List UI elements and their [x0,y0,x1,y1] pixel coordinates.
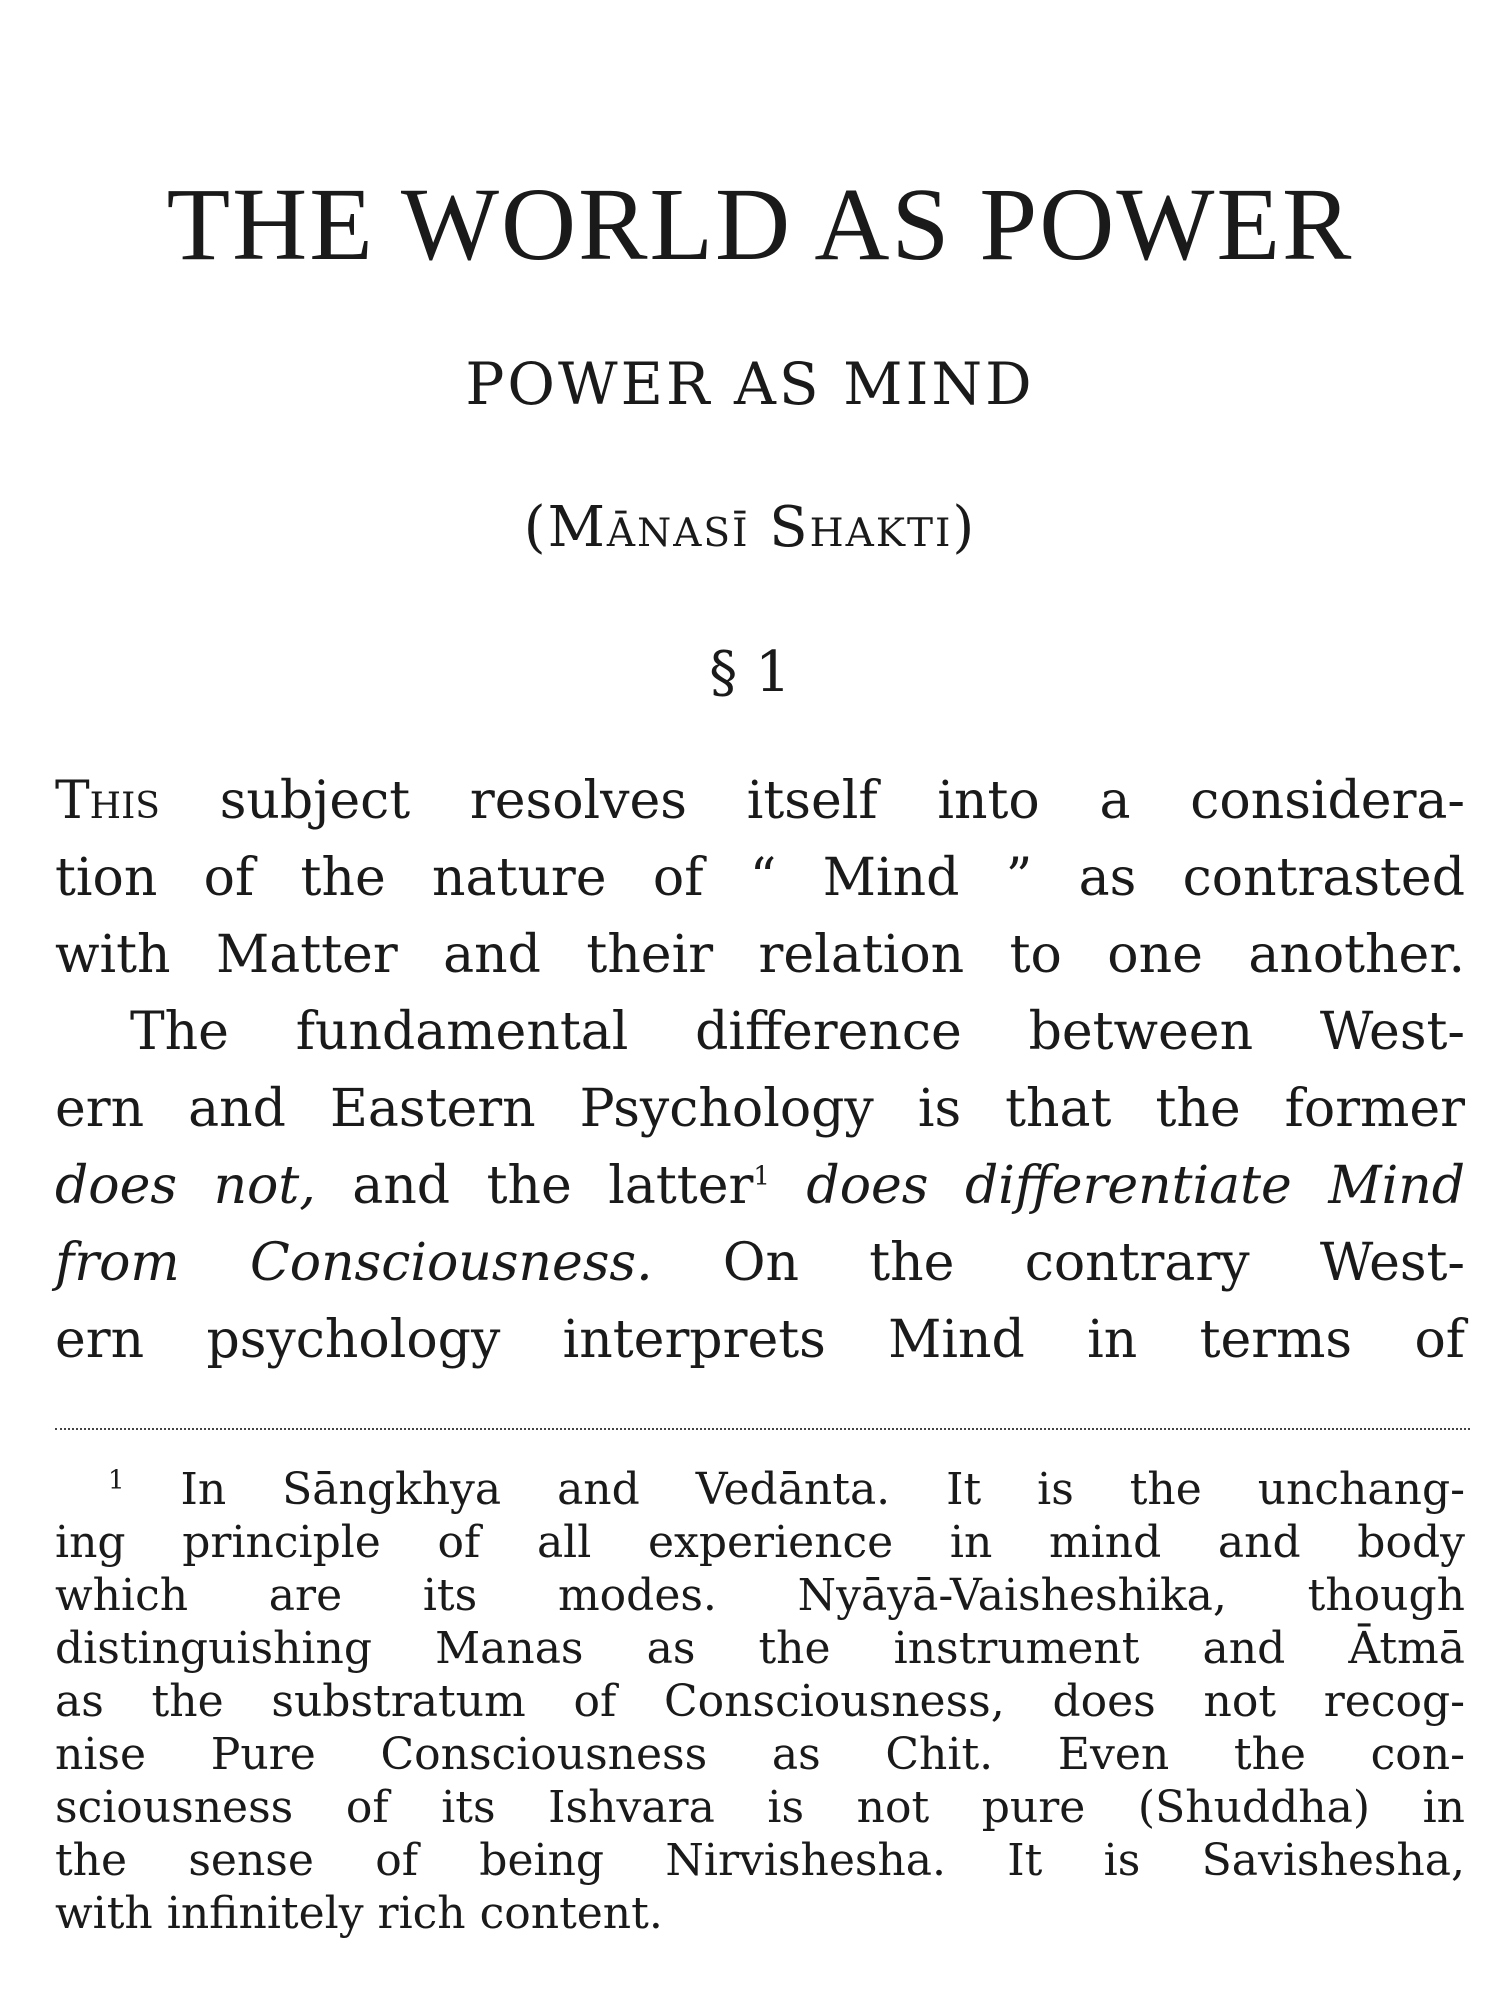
footnote-line-8: the sense of being Nirvishesha. It is Savishesha, [55,1835,1465,1886]
italic-text: does not, [55,1156,316,1216]
body-line-5: ern and Eastern Psychology is that the former [55,1079,1465,1139]
body-text: and the latter [315,1156,754,1216]
footnote-line-4: distinguishing Manas as the instrument and Ātmā [55,1623,1465,1674]
body-line-2: tion of the nature of “ Mind ” as contrasted [55,848,1465,908]
footnote-divider [55,1428,1470,1430]
opening-word: This [55,771,160,831]
footnote-line-9: with infinitely rich content. [55,1888,663,1939]
footnote-line-7: sciousness of its Ishvara is not pure (Shuddha) in [55,1782,1465,1833]
sanskrit-title: (Mānasī Shakti) [523,495,977,560]
footnote-line-2: ing principle of all experience in mind and body [55,1517,1465,1568]
body-line-3: with Matter and their relation to one another. [55,925,1465,985]
italic-text: from Consciousness. [55,1233,653,1293]
page-title: THE WORLD AS POWER [166,167,1354,282]
footnote-marker: 1 [108,1465,125,1496]
section-mark: § 1 [709,640,791,705]
footnote-line-1 [108,1464,1465,1515]
footnote-line-3: which are its modes. Nyāyā-Vaisheshika, though [55,1570,1465,1621]
footnote-line-6: nise Pure Consciousness as Chit. Even the con- [55,1729,1465,1780]
footnote-line-5: as the substratum of Consciousness, does not recog- [55,1676,1465,1727]
italic-text: does differentiate Mind [769,1156,1465,1216]
body-text: On the contrary West- [652,1233,1465,1293]
chapter-subtitle: POWER AS MIND [465,350,1035,418]
body-line-1 [55,771,1465,831]
body-line-4: The fundamental difference between West- [130,1002,1465,1062]
body-line-6 [55,1156,1465,1216]
footnote-text: In Sāngkhya and Vedānta. It is the unchang- [124,1464,1465,1515]
body-line-7 [55,1233,1465,1293]
body-text: subject resolves itself into a considera- [159,771,1465,831]
body-line-8: ern psychology interprets Mind in terms of [55,1310,1465,1370]
footnote-ref: 1 [753,1161,770,1192]
